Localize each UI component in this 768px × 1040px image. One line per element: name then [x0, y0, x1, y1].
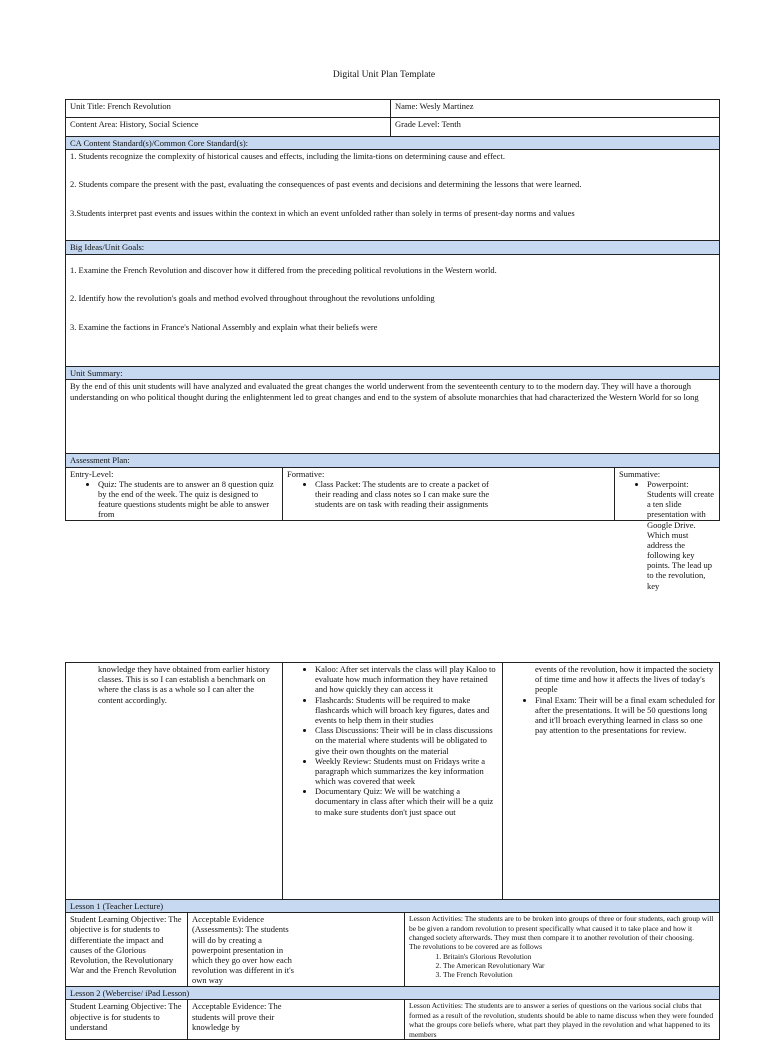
lesson1-evidence: Acceptable Evidence (Assessments): The students will do by creating a powerpoint presentation in which they go over how each revolution was different in it's own way: [192, 914, 294, 986]
entry-level-cell: [66, 467, 283, 520]
formative-documentary-quiz-item: • Documentary Quiz: We will be watching a documentary in class after which their will be a quiz to make sure students don't just space out: [315, 786, 498, 817]
formative-label: Formative:: [287, 468, 325, 479]
entry-level-cell-cont: [66, 663, 283, 900]
lesson1-evidence-cell: [188, 913, 405, 987]
unit-summary-header: Unit Summary:: [66, 367, 720, 380]
standards-header: CA Content Standard(s)/Common Core Standard(s):: [66, 137, 720, 150]
summative-label: Summative:: [619, 468, 661, 479]
formative-cell: [283, 467, 615, 520]
grade-level: Grade Level: Tenth: [395, 119, 461, 129]
lesson2-header: Lesson 2 (Webercise/ iPad Lesson): [66, 987, 720, 1000]
document-title: Digital Unit Plan Template: [332, 70, 436, 80]
unit-summary-body: [66, 380, 720, 454]
big-ideas-header: Big Ideas/Unit Goals:: [66, 241, 720, 255]
entry-quiz-item-cont: knowledge they have obtained from earlier history classes. This is so I can establish a benchmark on where the class is as a whole so I can alter the content accordingly.: [98, 664, 270, 705]
unit-title: Unit Title: French Revolution: [70, 101, 171, 111]
formative-cell-cont: [283, 663, 503, 900]
lesson1-objective: Student Learning Objective: The objective is for students to differentiate the impact and causes of the Glorious Revolution, the Revolutionary War and the French Revolution: [70, 914, 182, 976]
unit-plan-table-page2: [65, 662, 720, 1040]
formative-weekly-review-item: • Weekly Review: Students must on Fridays write a paragraph which summarizes the key information which was covered that week: [315, 756, 498, 787]
standard-item: 3.Students interpret past events and issues within the context in which an event unfolded rather than solely in terms of present-day norms and values: [70, 207, 575, 218]
formative-flashcards-item: • Flashcards: Students will be required to make flashcards which will broach key figures, dates and events to help them in their studies: [315, 695, 498, 726]
big-idea-item: 2. Identify how the revolution's goals and method evolved throughout throughout the revolutions unfolding: [70, 293, 435, 304]
lesson1-list-intro: The revolutions to be covered are as follows: [409, 942, 543, 952]
lesson2-activities-cell: [405, 1000, 720, 1040]
lesson1-activities: Lesson Activities: The students are to be broken into groups of three or four students, each group will be be given a random revolution to present specifically what caused it to take place and how it changed society afterwards. They must then compare it to another revolution of their choosing.: [409, 914, 714, 942]
summative-cell-cont: [503, 663, 720, 900]
summative-cell: [615, 467, 720, 591]
lesson2-objective-cell: [66, 1000, 188, 1040]
content-area: Content Area: History, Social Science: [70, 119, 199, 129]
lesson1-activities-cell: [405, 913, 720, 987]
entry-level-label: Entry-Level:: [70, 468, 114, 479]
unit-title-cell: [66, 100, 391, 118]
lesson1-objective-cell: [66, 913, 188, 987]
content-area-cell: [66, 118, 391, 137]
big-idea-item: 3. Examine the factions in France's National Assembly and explain what their beliefs were: [70, 321, 378, 332]
lesson1-revolution-item: 1. Britain's Glorious Revolution: [443, 952, 715, 961]
lesson2-activities: Lesson Activities: The students are to answer a series of questions on the various social clubs that formed as a result of the revolution, students should be able to name discuss when they were founded what the groups core beliefs where, what part they played in the revolution and what happened to its members: [409, 1001, 714, 1039]
formative-class-packet-item: • Class Packet: The students are to create a packet of their reading and class notes so I can make sure the students are on task with reading their assignments: [315, 479, 501, 510]
lesson1-revolution-item: 2. The American Revolutionary War: [443, 961, 715, 970]
lesson1-revolution-item: 3. The French Revolution: [443, 970, 715, 979]
big-ideas-body: [66, 255, 720, 367]
summative-final-exam-item: • Final Exam: Their will be a final exam scheduled for after the presentations. It will be 50 questions long and it'll broach everything learned in class so one pay attention to the presentations for review.: [535, 695, 715, 736]
standard-item: 1. Students recognize the complexity of historical causes and effects, including the limita-tions on determining cause and effect.: [70, 151, 505, 162]
standard-item: 2. Students compare the present with the past, evaluating the consequences of past events and decisions and determining the lessons that were learned.: [70, 179, 582, 190]
big-idea-item: 1. Examine the French Revolution and discover how it differed from the preceding political revolutions in the Western world.: [70, 265, 497, 276]
lesson2-evidence: Acceptable Evidence: The students will prove their knowledge by: [192, 1001, 282, 1032]
teacher-name: Name: Wesly Martinez: [395, 101, 474, 111]
entry-quiz-item: • Quiz: The students are to answer an 8 question quiz by the end of the week. The quiz is designed to feature questions students might be able to answer from: [98, 479, 278, 520]
formative-kaloo-item: • Kaloo: After set intervals the class will play Kaloo to evaluate how much information they have retained and how quickly they can access it: [315, 664, 498, 695]
grade-level-cell: [391, 118, 720, 137]
teacher-name-cell: [391, 100, 720, 118]
lesson1-header: Lesson 1 (Teacher Lecture): [66, 900, 720, 913]
summative-powerpoint-item: • Powerpoint: Students will create a ten slide presentation with Google Drive. Which must address the following key points. The lead up to the revolution, key: [647, 479, 715, 591]
lesson2-evidence-cell: [188, 1000, 405, 1040]
unit-summary-text: By the end of this unit students will have analyzed and evaluated the great changes the world underwent from the seventeenth century to to the modern day. They will have a thorough understanding on who political thought during the enlightenment led to great changes and end to the system of absolute monarchies that had characterized the Western World for so long: [70, 381, 699, 402]
formative-discussions-item: • Class Discussions: Their will be in class discussions on the material where students will be obligated to give their own thoughts on the material: [315, 725, 498, 756]
summative-powerpoint-item-cont: events of the revolution, how it impacted the society of time time and how it affects the lives of today's people: [535, 664, 714, 695]
lesson2-objective: Student Learning Objective: The objective is for students to understand: [70, 1001, 182, 1032]
assessment-plan-header: Assessment Plan:: [66, 454, 720, 467]
standards-body: [66, 150, 720, 241]
unit-plan-table-page1: [65, 99, 720, 591]
